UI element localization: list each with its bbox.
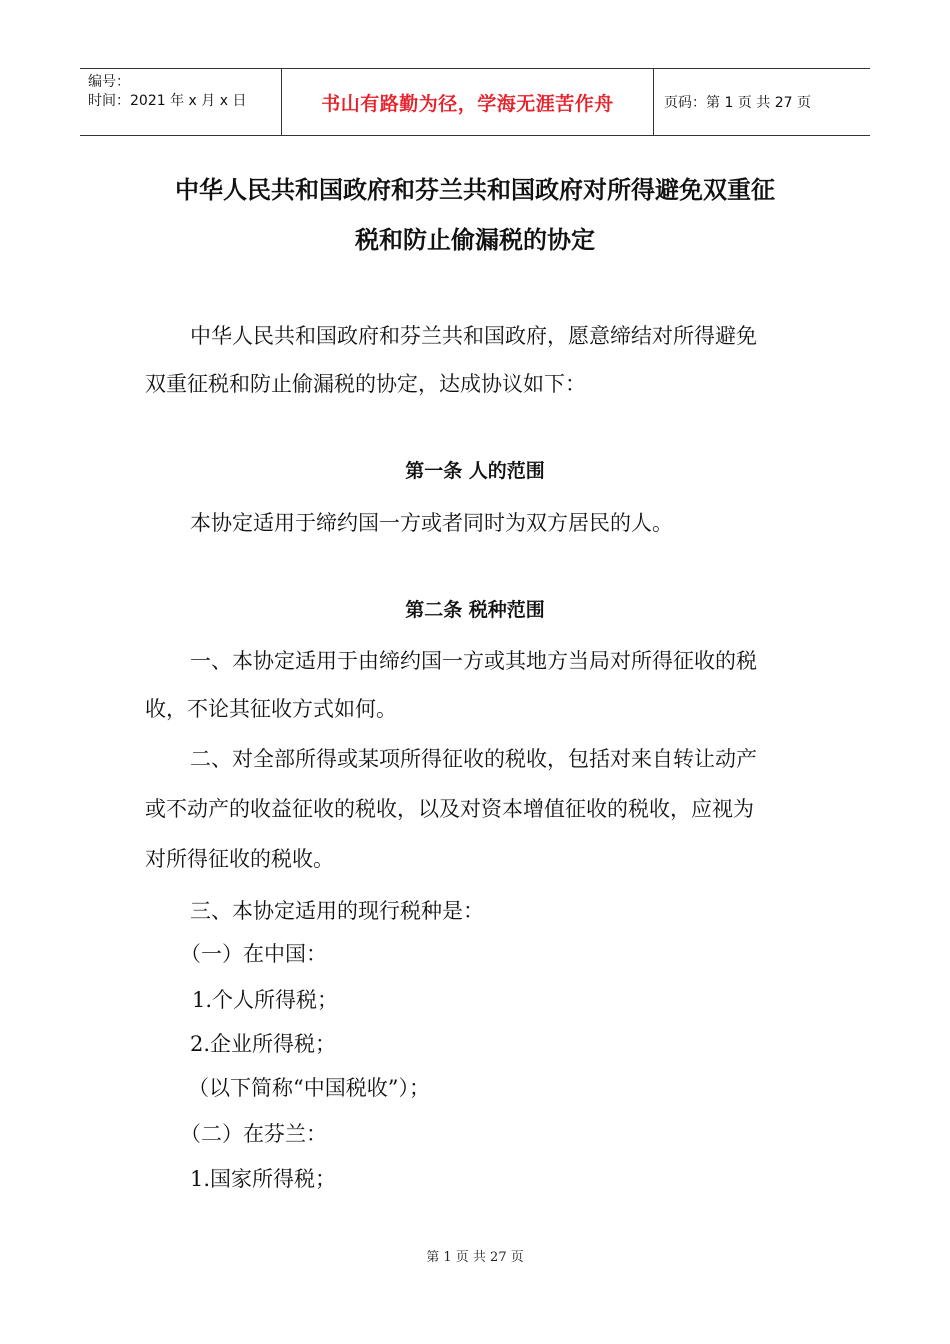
a2-p2-line1: 二、对全部所得或某项所得征收的税收，包括对来自转让动产 [190, 747, 757, 771]
header-motto: 书山有路勤为径，学海无涯苦作舟 [282, 69, 654, 135]
article1-text: 本协定适用于缔约国一方或者同时为双方居民的人。 [190, 511, 673, 535]
a2-p1-line2: 收，不论其征收方式如何。 [145, 697, 397, 721]
article1-heading: 第一条 人的范围 [405, 460, 545, 482]
china-item2: 2.企业所得税； [190, 1032, 337, 1056]
a2-p2-line3: 对所得征收的税收。 [145, 847, 334, 871]
header-meta [80, 69, 282, 135]
header-page-info: 页码：第 1 页 共 27 页 [664, 95, 811, 111]
page-footer: 第 1 页 共 27 页 [426, 1250, 524, 1265]
china-item1: 1.个人所得税； [192, 988, 339, 1012]
china-label: （一）在中国： [180, 942, 327, 966]
preamble-line2: 双重征税和防止偷漏税的协定，达成协议如下： [145, 372, 586, 396]
article2-heading: 第二条 税种范围 [405, 599, 545, 621]
a2-p1-line1: 一、本协定适用于由缔约国一方或其地方当局对所得征收的税 [190, 649, 757, 673]
date-label: 时间：2021 年 x 月 x 日 [88, 93, 247, 109]
document-title-line2: 税和防止偷漏税的协定 [355, 226, 595, 254]
a2-p2-line2: 或不动产的收益征收的税收，以及对资本增值征收的税收，应视为 [145, 797, 754, 821]
china-note: （以下简称“中国税收”）； [188, 1076, 430, 1100]
number-label: 编号： [88, 74, 130, 90]
header-table [80, 68, 870, 136]
a2-p3: 三、本协定适用的现行税种是： [190, 899, 484, 923]
preamble-line1: 中华人民共和国政府和芬兰共和国政府，愿意缔结对所得避免 [190, 324, 757, 348]
finland-item1: 1.国家所得税； [190, 1167, 337, 1191]
finland-label: （二）在芬兰： [180, 1122, 327, 1146]
document-title-line1: 中华人民共和国政府和芬兰共和国政府对所得避免双重征 [175, 176, 775, 204]
